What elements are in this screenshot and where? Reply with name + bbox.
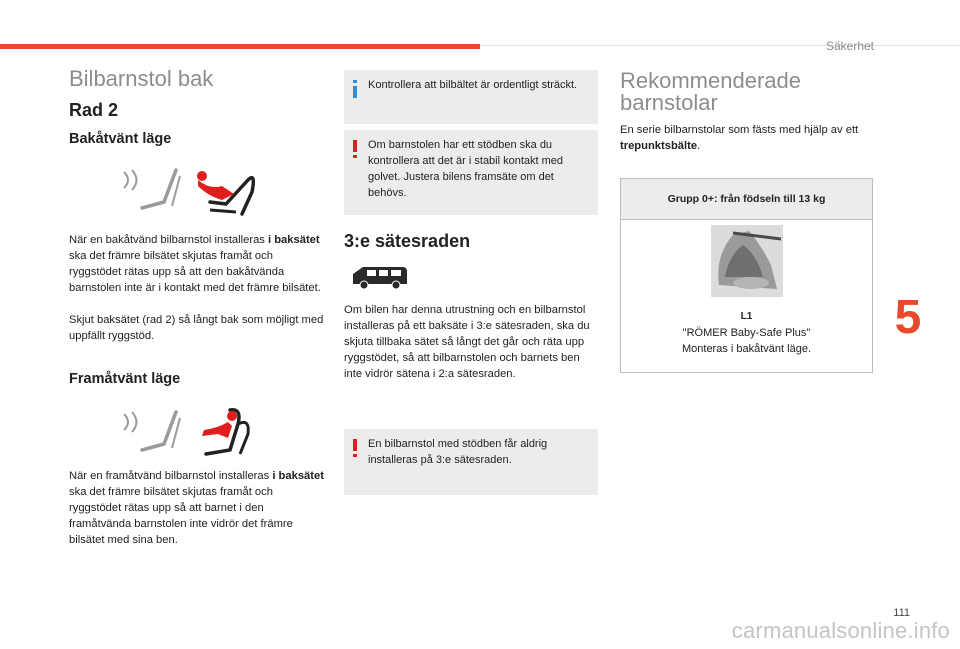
watermark: carmanualsonline.info [731, 618, 950, 643]
warning-icon [353, 439, 357, 451]
forward-facing-heading: Framåtvänt läge [69, 371, 181, 387]
recommended-intro: En serie bilbarnstolar som fästs med hjälp av ett trepunktsbälte. [620, 124, 859, 152]
rear-facing-heading: Bakåtvänt läge [69, 131, 172, 147]
top-rule [480, 45, 960, 46]
page-number: 111 [893, 607, 910, 619]
seat-code: L1 [740, 311, 753, 322]
rear-facing-paragraph: När en bakåtvänd bilbarnstol installeras i baksätet ska det främre bilsätet skjutas framåt och ryggstödet rätas upp så att den bakåtvända barnstolen inte är i kontakt med det främre bilsätet. [69, 234, 321, 294]
warning-icon [353, 140, 357, 152]
warning-note-support-leg [344, 130, 598, 215]
baby-seat-image [711, 225, 783, 297]
section-label: Säkerhet [825, 39, 874, 53]
rear-seat-instruction: Skjut baksätet (rad 2) så långt bak som möjligt med uppfällt ryggstöd. [69, 314, 324, 342]
info-note [344, 70, 598, 124]
seat-mount: Monteras i bakåtvänt läge. [681, 343, 812, 355]
warning-note-text: Om barnstolen har ett stödben ska du kontrollera att det är i stabil kontakt med golvet. Justera bilens framsäte om det behövs. [368, 139, 564, 199]
seat-name: "RÖMER Baby-Safe Plus" [682, 327, 811, 339]
van-icon [349, 264, 409, 290]
info-icon [353, 80, 357, 83]
third-row-heading: 3:e sätesraden [344, 231, 471, 251]
top-accent-bar [0, 44, 480, 49]
recommended-title-line1: Rekommenderade [620, 68, 801, 93]
group-heading: Grupp 0+: från födseln till 13 kg [621, 179, 872, 220]
warning-note-third-row [344, 429, 598, 495]
recommended-title-line2: barnstolar [620, 90, 718, 115]
info-note-text: Kontrollera att bilbältet är ordentligt sträckt. [368, 79, 578, 91]
forward-facing-paragraph: När en framåtvänd bilbarnstol installeras i baksätet ska det främre bilsätet skjutas framåt och ryggstödet rätas upp så att barnet i den framåtvända barnstolen inte vidrör det främre bilsätet med sina ben. [69, 470, 324, 546]
third-row-paragraph: Om bilen har denna utrustning och en bilbarnstol installeras på ett baksäte i 3:e sätesraden, ska du skjuta tillbaka sätet så långt det går och räta upp ryggstödet, så att bilbarnstolen och barnets ben inte vidrör sätena i 2:a sätesraden. [344, 304, 590, 380]
child-seat-table [620, 178, 873, 373]
page-title: Bilbarnstol bak [69, 66, 214, 91]
forward-facing-seat-icon [118, 404, 263, 460]
warning-note-text: En bilbarnstol med stödben får aldrig installeras på 3:e sätesraden. [368, 438, 548, 466]
row-heading: Rad 2 [69, 100, 119, 120]
chapter-number: 5 [894, 291, 922, 344]
rear-facing-seat-icon [118, 162, 263, 222]
